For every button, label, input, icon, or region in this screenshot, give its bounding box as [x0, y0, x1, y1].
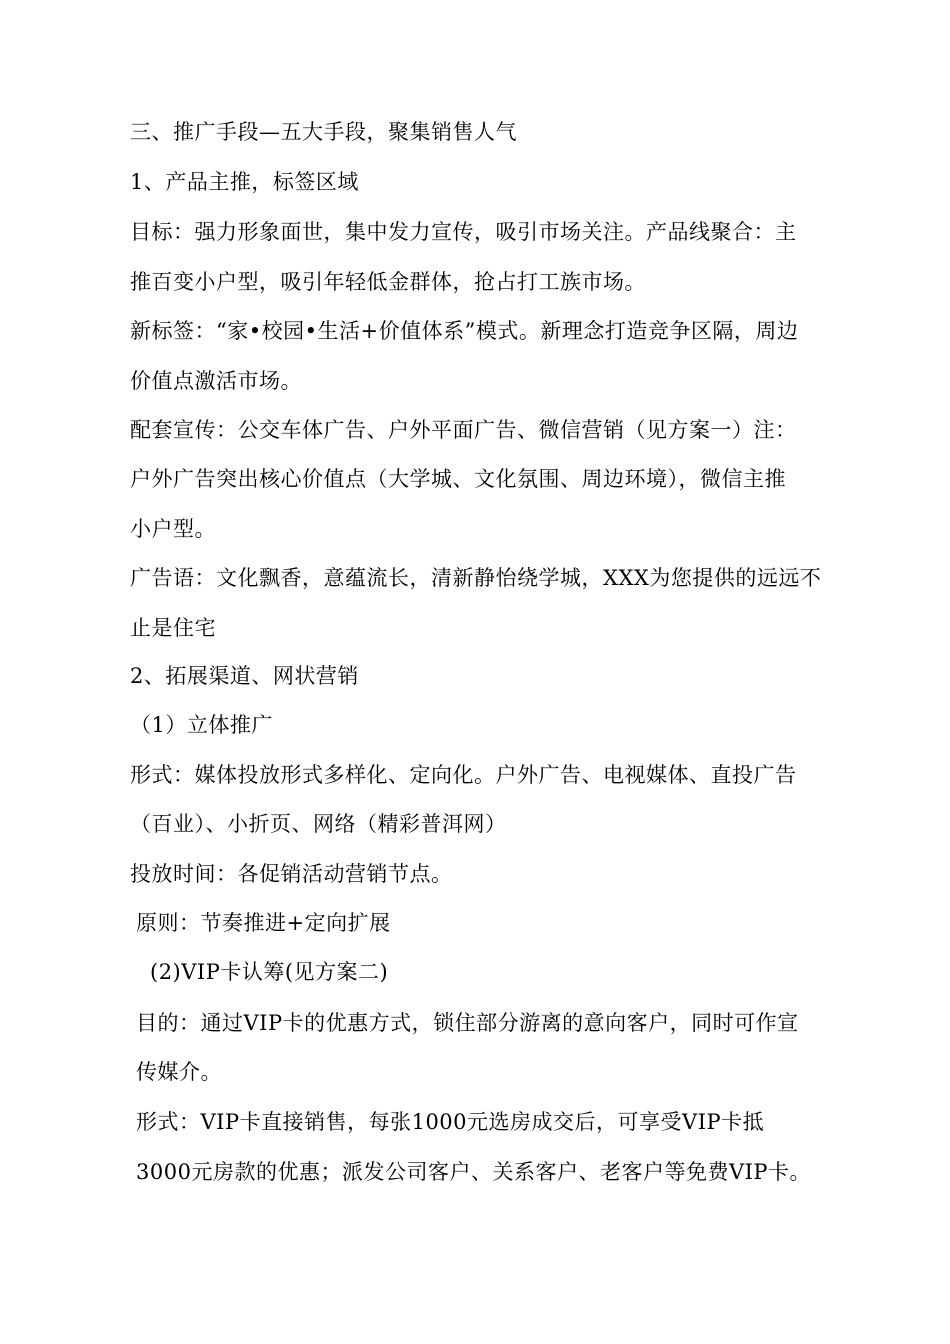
promo-line-3: 小户型。 [130, 517, 216, 541]
item1-heading: 1、产品主推，标签区域 [130, 170, 359, 194]
sub1-heading: （1）立体推广 [130, 713, 273, 737]
form-line-2: （百业）、小折页、网络（精彩普洱网） [130, 812, 507, 836]
label-line-1: 新标签：“家•校园•生活+价值体系”模式。新理念打造竞争区隔，周边 [130, 319, 799, 343]
purpose-line-2: 传媒介。 [136, 1060, 222, 1084]
promo-line-1: 配套宣传：公交车体广告、户外平面广告、微信营销（见方案一）注： [130, 418, 797, 442]
form-line-1: 形式：媒体投放形式多样化、定向化。户外广告、电视媒体、直投广告 [130, 763, 797, 787]
purpose-line-1: 目的：通过VIP卡的优惠方式，锁住部分游离的意向客户，同时可作宣 [136, 1011, 799, 1035]
slogan-line-1: 广告语：文化飘香，意蕴流长，清新静怡绕学城，XXX为您提供的远远不 [130, 566, 822, 590]
slogan-line-2: 止是住宅 [130, 616, 216, 640]
item2-heading: 2、拓展渠道、网状营销 [130, 664, 359, 688]
time-line: 投放时间：各促销活动营销节点。 [130, 862, 453, 886]
goal-line-1: 目标：强力形象面世，集中发力宣传，吸引市场关注。产品线聚合：主 [130, 220, 797, 244]
vip-form-line-2: 3000元房款的优惠；派发公司客户、关系客户、老客户等免费VIP卡。 [136, 1160, 812, 1184]
promo-line-2: 户外广告突出核心价值点（大学城、文化氛围、周边环境），微信主推 [130, 467, 786, 491]
vip-form-line-1: 形式：VIP卡直接销售，每张1000元选房成交后，可享受VIP卡抵 [136, 1110, 765, 1134]
section-heading: 三、推广手段—五大手段，聚集销售人气 [130, 120, 517, 144]
label-line-2: 价值点激活市场。 [130, 369, 302, 393]
goal-line-2: 推百变小户型，吸引年轻低金群体，抢占打工族市场。 [130, 270, 646, 294]
principle-line: 原则：节奏推进+定向扩展 [136, 911, 391, 935]
sub2-heading: (2)VIP卡认筹(见方案二) [150, 960, 389, 984]
